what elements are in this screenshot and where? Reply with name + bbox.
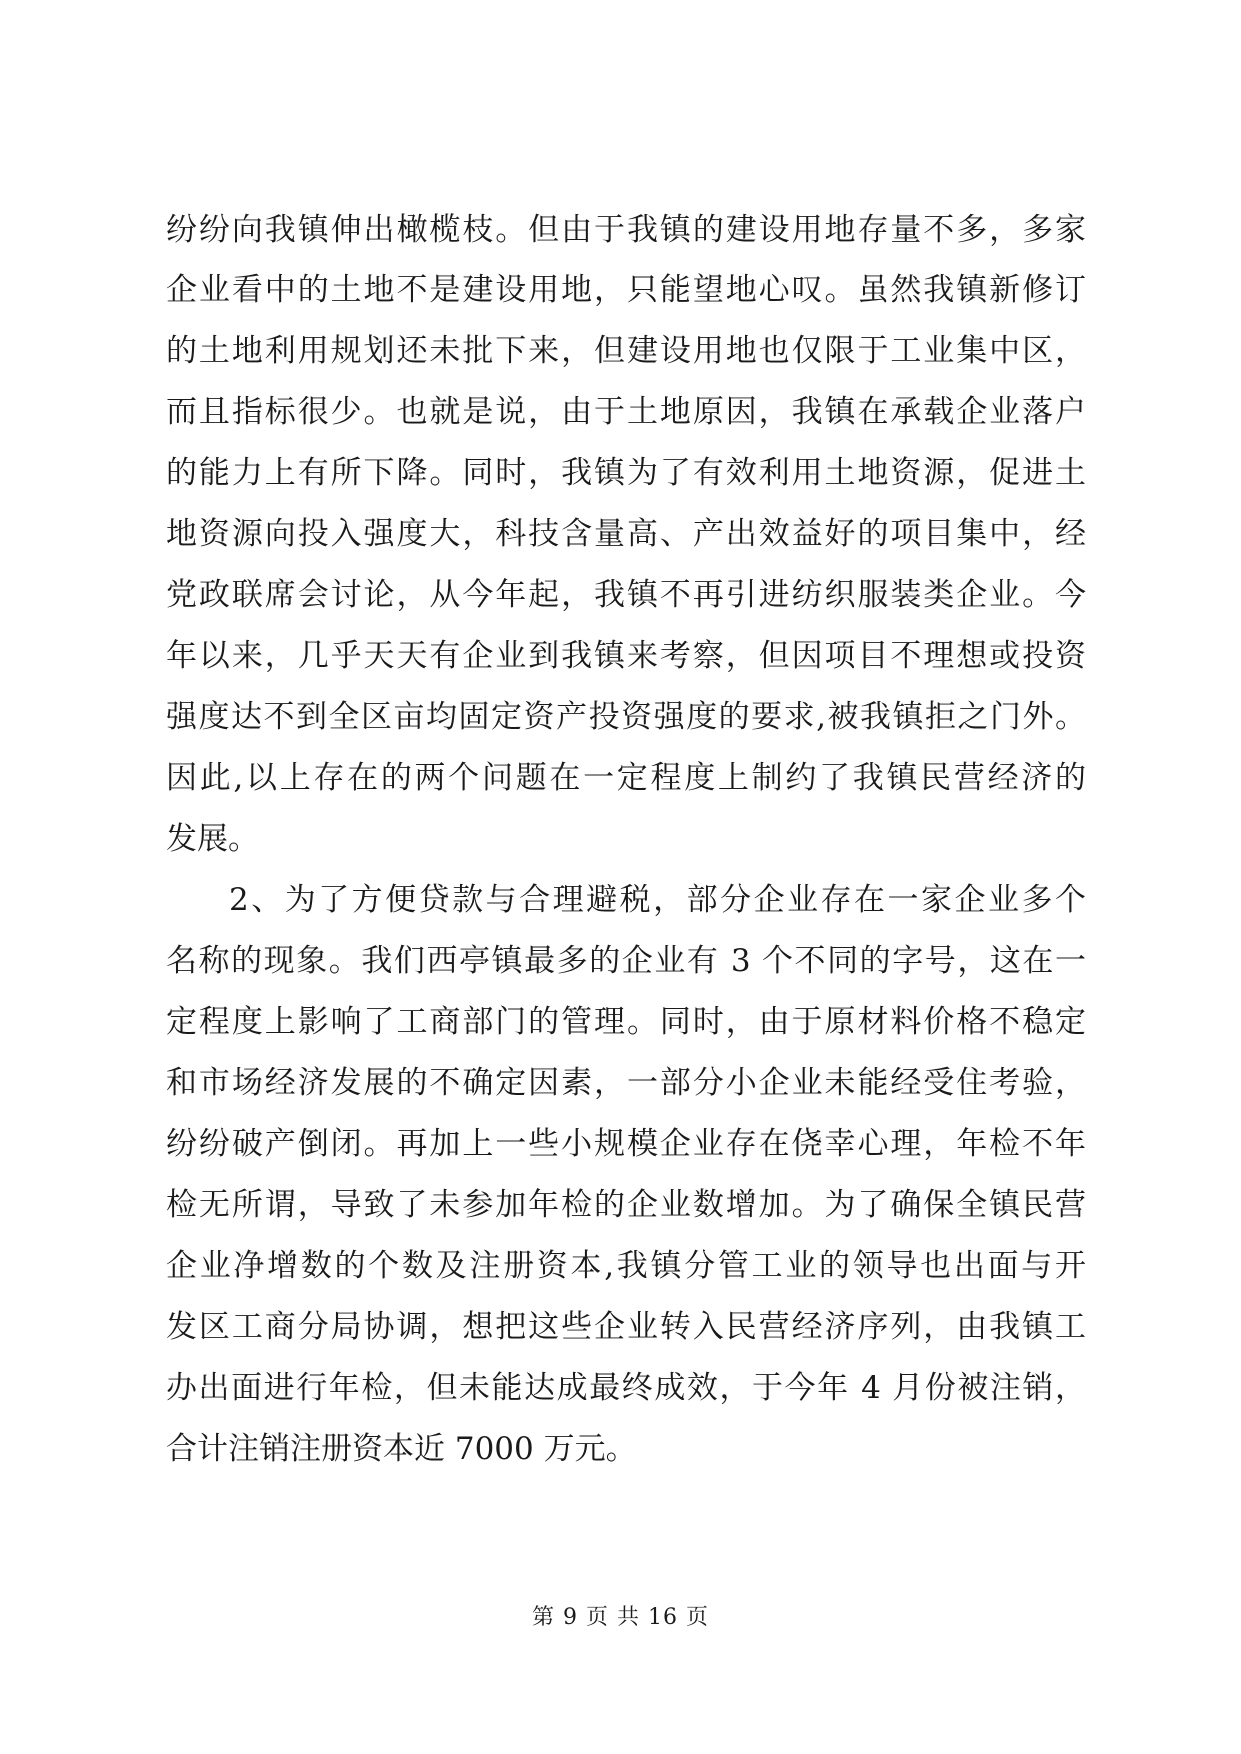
text-line: 企业净增数的个数及注册资本,我镇分管工业的领导也出面与开 bbox=[166, 1248, 1086, 1284]
text-line: 地资源向投入强度大，科技含量高、产出效益好的项目集中，经 bbox=[166, 516, 1086, 552]
text-line: 因此,以上存在的两个问题在一定程度上制约了我镇民营经济的 bbox=[166, 760, 1086, 796]
text-line: 名称的现象。我们西亭镇最多的企业有 3 个不同的字号，这在一 bbox=[166, 943, 1086, 979]
text-line: 的能力上有所下降。同时，我镇为了有效利用土地资源，促进土 bbox=[166, 455, 1086, 491]
text-line: 和市场经济发展的不确定因素，一部分小企业未能经受住考验， bbox=[166, 1065, 1086, 1101]
text-line: 纷纷向我镇伸出橄榄枝。但由于我镇的建设用地存量不多，多家 bbox=[166, 212, 1086, 248]
page-number-footer: 第 9 页 共 16 页 bbox=[532, 1605, 709, 1630]
text-line: 的土地利用规划还未批下来，但建设用地也仅限于工业集中区， bbox=[166, 333, 1086, 369]
text-line: 年以来，几乎天天有企业到我镇来考察，但因项目不理想或投资 bbox=[166, 638, 1086, 674]
text-line: 发展。 bbox=[166, 821, 259, 857]
text-line: 企业看中的土地不是建设用地，只能望地心叹。虽然我镇新修订 bbox=[166, 272, 1086, 308]
text-line: 纷纷破产倒闭。再加上一些小规模企业存在侥幸心理，年检不年 bbox=[166, 1126, 1086, 1162]
text-line: 2、为了方便贷款与合理避税，部分企业存在一家企业多个 bbox=[229, 882, 1086, 918]
text-line: 办出面进行年检，但未能达成最终成效，于今年 4 月份被注销， bbox=[166, 1370, 1086, 1406]
text-line: 合计注销注册资本近 7000 万元。 bbox=[166, 1431, 637, 1467]
text-line: 发区工商分局协调，想把这些企业转入民营经济序列，由我镇工 bbox=[166, 1309, 1086, 1345]
text-line: 党政联席会讨论，从今年起，我镇不再引进纺织服装类企业。今 bbox=[166, 577, 1086, 613]
text-line: 而且指标很少。也就是说，由于土地原因，我镇在承载企业落户 bbox=[166, 394, 1086, 430]
text-line: 强度达不到全区亩均固定资产投资强度的要求,被我镇拒之门外。 bbox=[166, 699, 1086, 735]
text-line: 检无所谓，导致了未参加年检的企业数增加。为了确保全镇民营 bbox=[166, 1187, 1086, 1223]
text-line: 定程度上影响了工商部门的管理。同时，由于原材料价格不稳定 bbox=[166, 1004, 1086, 1040]
